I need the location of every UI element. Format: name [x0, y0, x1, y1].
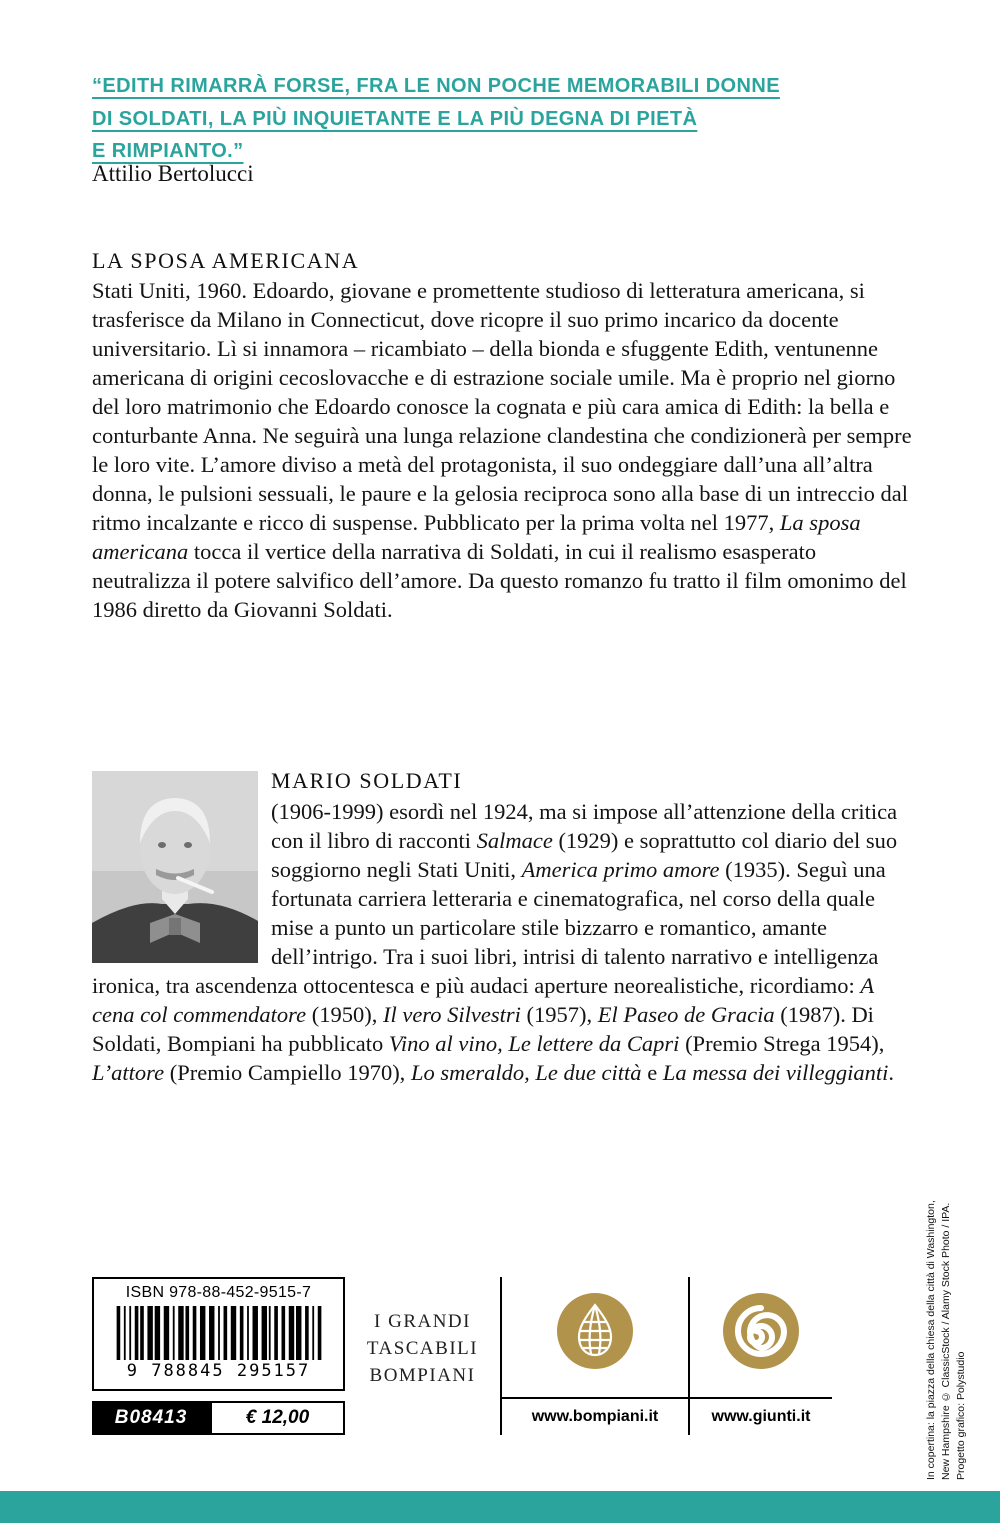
series-label [345, 1277, 500, 1435]
bompiani-flower-icon [557, 1293, 633, 1369]
publisher-code: B08413 [92, 1401, 210, 1435]
ean-barcode [113, 1306, 325, 1360]
bompiani-cell [500, 1277, 688, 1435]
synopsis-text: Stati Uniti, 1960. Edoardo, giovane e promettente studioso di letteratura americana, si trasferisce da Milano in Connecticut, dove ricopre il suo primo incarico da docente universitario. Lì si innamora – ricambiato – della bionda e sfuggente Edith, ventunenne americana di origini cecoslovacche e di estrazione sociale umile. Ma è proprio nel giorno del loro matrimonio che Edoardo conosce la cognata e più cara amica di Edith: la bella e conturbante Anna. Ne seguirà una lunga relazione clandestina che condizionerà per sempre le loro vite. L’amore diviso a metà del protagonista, il suo ondeggiare dall’una all’altra donna, le pulsioni sessuali, le paure e la gelosia reciproca sono alla base di un intreccio dal ritmo incalzante e ricco di suspense. Pubblicato per la prima volta nel 1977, La sposa americana tocca il vertice della narrativa di Soldati, in cui il realismo esasperato neutralizza il potere salvifico dell’amore. Da questo romanzo fu tratto il film omonimo del 1986 diretto da Giovanni Soldati. [92, 278, 912, 622]
synopsis-section [92, 248, 912, 624]
photo-credits-line: In copertina: la piazza della chiesa della città di Washington, [925, 1200, 937, 1480]
giunti-cell [688, 1277, 832, 1435]
barcode-digits: 9 788845 295157 [126, 1361, 311, 1381]
cover-quote-line: DI SOLDATI, LA PIÙ INQUIETANTE E LA PIÙ DEGNA DI PIETÀ [92, 107, 698, 130]
cover-quote [92, 70, 872, 168]
series-label-line: TASCABILI [366, 1337, 479, 1359]
author-bio-text: (1906-1999) esordì nel 1924, ma si impose all’attenzione della critica con il libro di racconti Salmace (1929) e soprattutto col diario del suo soggiorno negli Stati Uniti, America primo amore (1935). Seguì una fortunata carriera letteraria e cinematografica, nel corso della quale mise a punto un particolare stile bizzarro e romantico, amante dell’intrigo. Tra i suoi libri, intrisi di talento narrativo e intelligenza ironica, tra ascendenza ottocentesca e più audaci aperture neorealistiche, ricordiamo: A cena col commendatore (1950), Il vero Silvestri (1957), El Paseo de Gracia (1987). Di Soldati, Bompiani ha pubblicato Vino al vino, Le lettere da Capri (Premio Strega 1954), L’attore (Premio Campiello 1970), Lo smeraldo, Le due città e La messa dei villeggianti. [92, 799, 898, 1085]
barcode-bars [113, 1306, 325, 1360]
isbn-box [92, 1277, 345, 1391]
cover-quote-line: “EDITH RIMARRÀ FORSE, FRA LE NON POCHE MEMORABILI DONNE [92, 75, 780, 97]
footer-strip [92, 1277, 832, 1435]
photo-credits [924, 1128, 969, 1480]
book-title: LA SPOSA AMERICANA [92, 248, 360, 273]
isbn-label: ISBN 978-88-452-9515-7 [125, 1284, 312, 1301]
bompiani-url: www.bompiani.it [502, 1397, 688, 1435]
giunti-url: www.giunti.it [690, 1397, 832, 1435]
quote-attribution: Attilio Bertolucci [92, 161, 254, 186]
photo-credits-line: New Hampshire © ClassicStock / Alamy Stock Photo / IPA. [940, 1202, 952, 1480]
author-name: MARIO SOLDATI [271, 768, 463, 793]
bottom-color-bar [0, 1491, 1000, 1523]
series-label-line: BOMPIANI [369, 1364, 476, 1386]
author-portrait-image [92, 771, 258, 963]
series-label-line: I GRANDI [374, 1310, 471, 1332]
price-row [92, 1401, 345, 1435]
author-photo [92, 771, 258, 963]
cover-quote-line: E RIMPIANTO.” [92, 140, 244, 162]
photo-credits-line: Progetto grafico: Polystudio [955, 1351, 967, 1480]
price-label: € 12,00 [210, 1401, 345, 1435]
author-section [92, 768, 914, 1087]
giunti-spiral-icon [723, 1293, 799, 1369]
